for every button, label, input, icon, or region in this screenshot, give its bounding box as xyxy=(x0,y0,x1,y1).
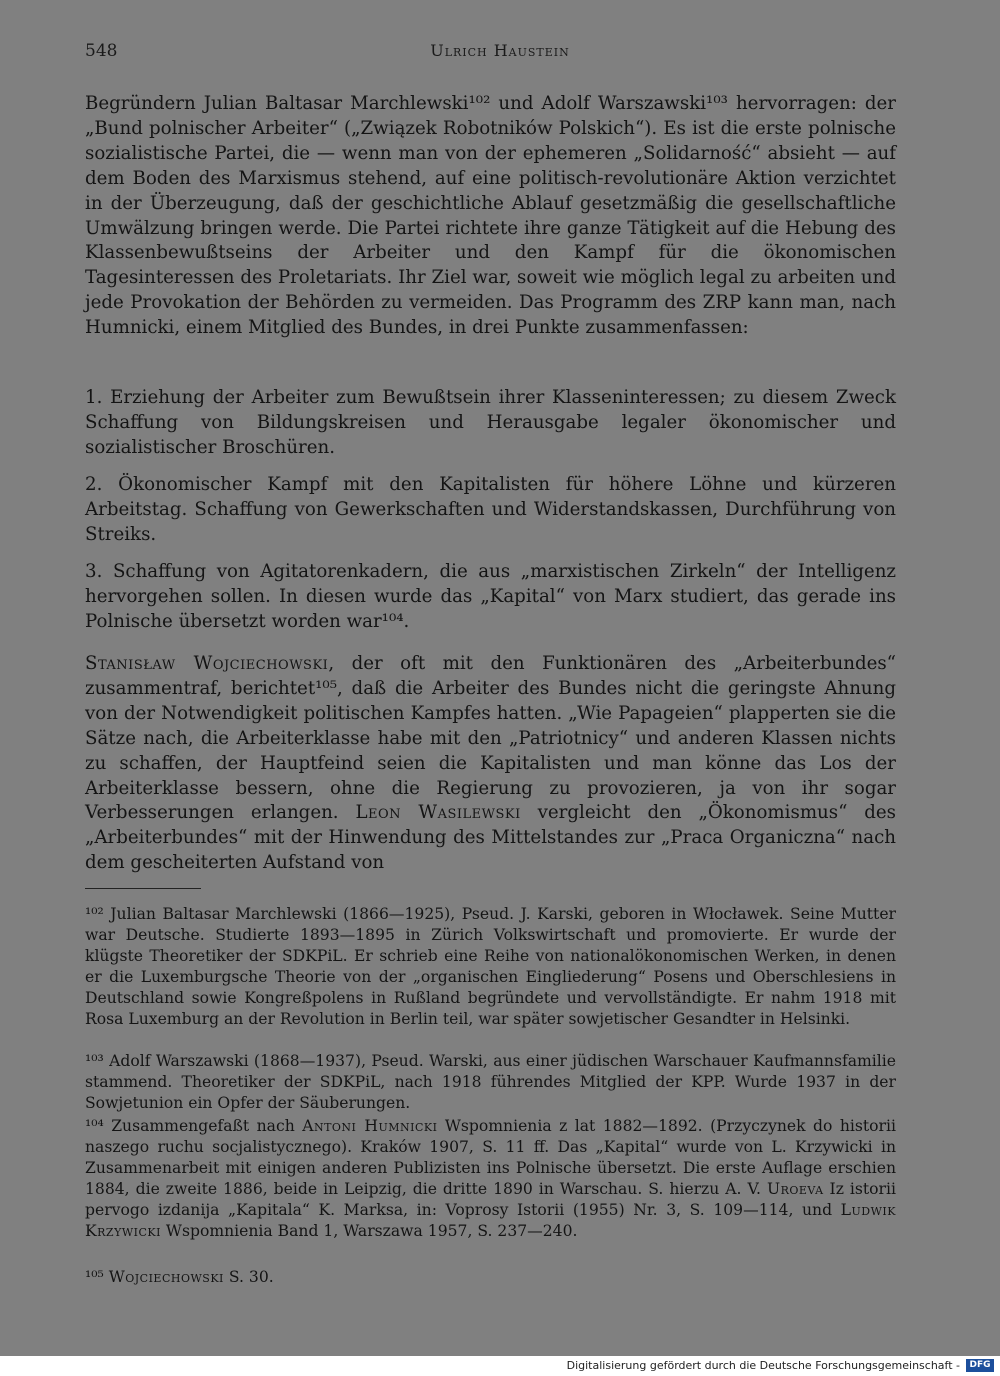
running-head: Ulrich Haustein xyxy=(430,41,570,60)
credit-text: Digitalisierung gefördert durch die Deutsche Forschungsgemeinschaft - xyxy=(566,1359,960,1372)
footnote-105-marker: ¹⁰⁵ xyxy=(85,1268,109,1286)
body-paragraph-2 xyxy=(85,652,896,876)
footnote-104-part-d: Wspomnienia Band 1, Warszawa 1957, S. 237—240. xyxy=(160,1221,578,1240)
footnote-104-part-b: Wspomnienia z lat 1882—1892. (Przyczynek do historii naszego ruchu socjalistycznego). Kraków 1907, S. 11 ff. Das „Kapital“ wurde von L. Krzywicki in Zusammenarbeit mit einigen anderen Publizisten ins Polnische übersetzt. Die erste Auflage erschien 1884, die zweite 1886, beide in Leipzig, die dritte 1890 in Warschau. S. hierzu A. V. xyxy=(85,1117,896,1198)
footnote-104-part-a: ¹⁰⁴ Zusammengefaßt nach xyxy=(85,1117,303,1135)
dfg-logo: DFG xyxy=(966,1359,994,1372)
list-item-1: 1. Erziehung der Arbeiter zum Bewußtsein ihrer Klasseninteressen; zu diesem Zweck Schaffung von Bildungskreisen und Herausgabe legaler ökonomischer und sozialistischer Broschüren. xyxy=(85,387,896,458)
footnote-rule xyxy=(85,888,201,889)
footnote-104-name-krzywicki: Ludwik Krzywicki xyxy=(85,1200,896,1240)
digitization-credit-bar xyxy=(0,1356,1000,1376)
author-name-wasilewski: Leon Wasilewski xyxy=(355,802,521,824)
body-paragraph-2-part-2: vergleicht den „Ökonomismus“ des „Arbeiterbundes“ mit der Hinwendung des Mittelstandes zur „Praca Organiczna“ nach dem gescheiterten Aufstand von xyxy=(85,802,897,874)
list-item-3: 3. Schaffung von Agitatorenkadern, die aus „marxistischen Zirkeln“ der Intelligenz hervorgehen sollen. In diesen wurde das „Kapital“ von Marx studiert, das gerade ins Polnische übersetzt worden war¹⁰⁴. xyxy=(85,561,896,632)
footnote-103: ¹⁰³ Adolf Warszawski (1868—1937), Pseud. Warski, aus einer jüdischen Warschauer Kaufmannsfamilie stammend. Theoretiker der SDKPiL, nach 1918 führendes Mitglied der KPP. Wurde 1937 in der Sowjetunion ein Opfer der Säuberungen. xyxy=(85,1052,896,1112)
footnote-105-rest: S. 30. xyxy=(223,1268,274,1286)
author-name-wojciechowski: Stanisław Wojciechowski xyxy=(85,653,329,674)
footnote-104-name-uroeva: Uroeva xyxy=(766,1179,824,1198)
page-number: 548 xyxy=(85,41,118,61)
body-paragraph-1: Begründern Julian Baltasar Marchlewski¹⁰² und Adolf Warszawski¹⁰³ hervorragen: der „Bund polnischer Arbeiter“ („Związek Robotników Polskich“). Es ist die erste polnische sozialistische Partei, die — wenn man von der ephemeren „Solidarność“ absieht — auf dem Boden des Marxismus stehend, auf eine politisch-revolutionäre Aktion verzichtet in der Überzeugung, daß der geschichtliche Ablauf gesetzmäßig die gesellschaftliche Umwälzung bringen werde. Die Partei richtete ihre ganze Tätigkeit auf die Hebung des Klassenbewußtseins der Arbeiter und den Kampf für die ökonomischen Tagesinteressen des Proletariats. Ihr Ziel war, soweit wie möglich legal zu arbeiten und jede Provokation der Behörden zu vermeiden. Das Programm des ZRP kann man, nach Humnicki, einem Mitglied des Bundes, in drei Punkte zusammenfassen: xyxy=(85,93,896,339)
footnote-104 xyxy=(85,1116,896,1241)
footnote-102: ¹⁰² Julian Baltasar Marchlewski (1866—1925), Pseud. J. Karski, geboren in Włocławek. Seine Mutter war Deutsche. Studierte 1893—1895 in Zürich Volkswirtschaft und promovierte. Er wurde der klügste Theoretiker der SDKPiL. Er schrieb eine Reihe von nationalökonomischen Werken, in denen er die Luxemburgsche Theorie von der „organischen Eingliederung“ Posens und Oberschlesiens in Deutschland sowie Kongreßpolens in Rußland begründete und vervollständigte. Er nahm 1918 mit Rosa Luxemburg an der Revolution in Berlin teil, war später sowjetischer Gesandter in Helsinki. xyxy=(85,905,896,1028)
footnote-104-part-c: Iz istorii pervogo izdanija „Kapitala“ K. Marksa, in: Voprosy Istorii (1955) Nr. 3, S. 109—114, und xyxy=(85,1179,896,1219)
footnote-104-name-humnicki: Antoni Humnicki xyxy=(302,1117,438,1135)
footnote-105 xyxy=(85,1267,896,1288)
list-item-2: 2. Ökonomischer Kampf mit den Kapitalisten für höhere Löhne und kürzeren Arbeitstag. Schaffung von Gewerkschaften und Widerstandskassen, Durchführung von Streiks. xyxy=(85,474,896,545)
body-paragraph-2-part-1: , der oft mit den Funktionären des „Arbeiterbundes“ zusammentraf, berichtet¹⁰⁵, daß die Arbeiter des Bundes nicht die geringste Ahnung von der Notwendigkeit politischen Kampfes hatten. „Wie Papageien“ plapperten sie die Sätze nach, die Arbeiterklasse habe mit den „Patriotnicy“ und anderen Klassen nichts zu schaffen, der Hauptfeind seien die Kapitalisten und man könne das Los der Arbeiterklasse bessern, ohne die Regierung zu provozieren, ja von ihr sogar Verbesserungen erlangen. xyxy=(85,653,896,824)
footnote-105-name: Wojciechowski xyxy=(108,1268,224,1286)
